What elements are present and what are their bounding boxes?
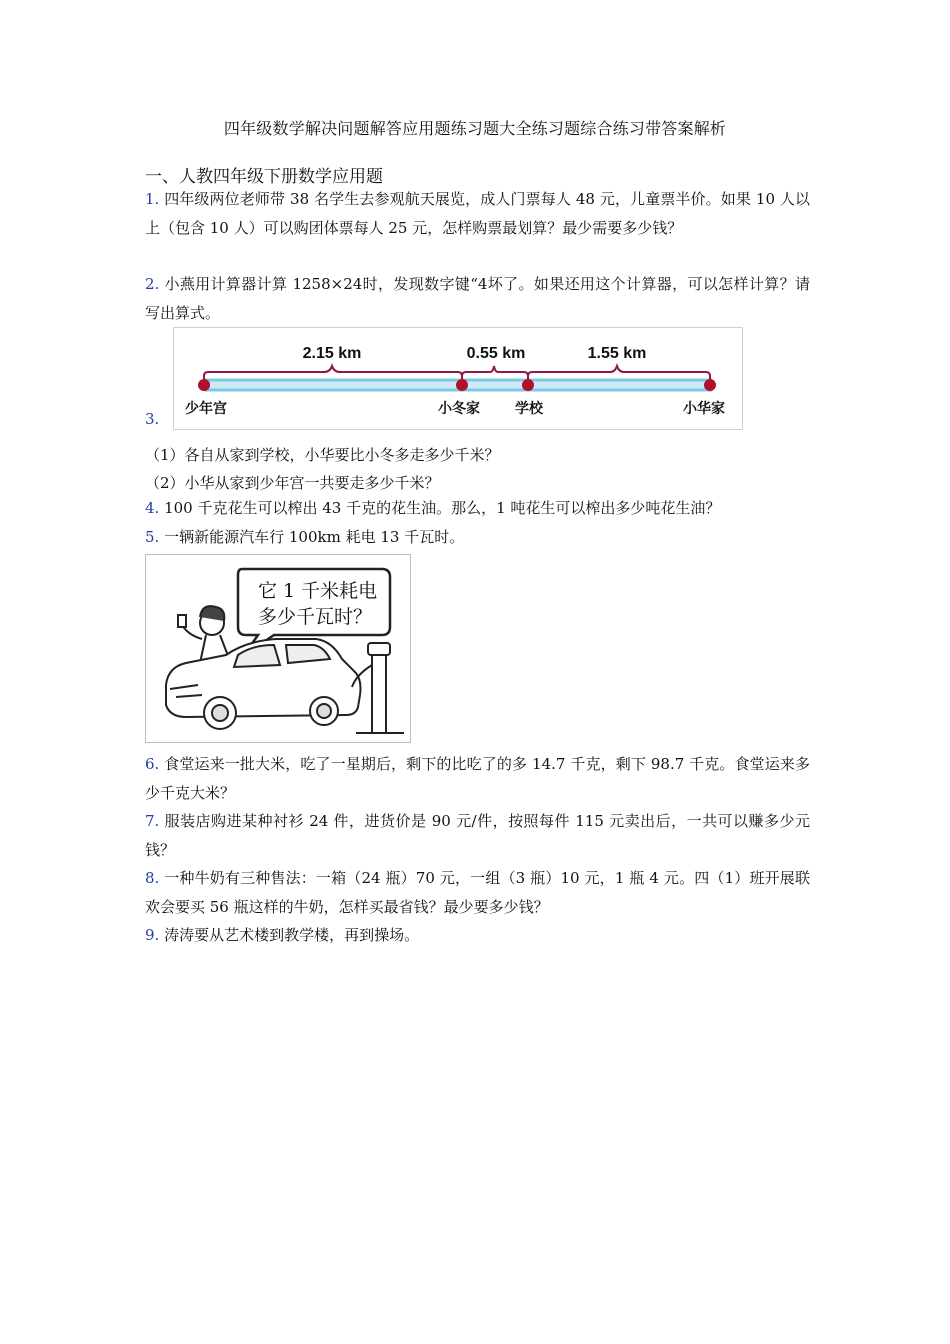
- question-number: 2.: [145, 275, 160, 293]
- person-drawing: [178, 606, 230, 663]
- page-title: 四年级数学解决问题解答应用题练习题大全练习题综合练习带答案解析: [223, 119, 727, 138]
- question-number: 7.: [145, 812, 160, 830]
- question-text: 食堂运来一批大米，吃了一星期后，剩下的比吃了的多 14.7 千克，剩下 98.7 千克。食堂运来多少千克大米？: [145, 755, 811, 802]
- question-text: 一辆新能源汽车行 100km 耗电 13 千瓦时。: [164, 528, 465, 546]
- place-label: 小冬家: [438, 401, 480, 417]
- place-label: 小华家: [683, 401, 725, 417]
- question-3-part-2: （2）小华从家到少年宫一共要走多少千米？: [145, 474, 440, 492]
- question-text: 服装店购进某种衬衫 24 件，进货价是 90 元/件，按照每件 115 元卖出后，一共可以赚多少元钱？: [145, 812, 810, 859]
- question-8: [145, 864, 810, 921]
- question-9: [145, 921, 810, 950]
- car-drawing: [166, 639, 361, 729]
- question-text: 100 千克花生可以榨出 43 千克的花生油。那么，1 吨花生可以榨出多少吨花生油？: [164, 499, 721, 517]
- place-label: 少年宫: [185, 401, 227, 417]
- question-text: 一种牛奶有三种售法：一箱（24 瓶）70 元，一组（3 瓶）10 元，1 瓶 4 元。四（1）班开展联欢会要买 56 瓶这样的牛奶，怎样买最省钱？最少要多少钱？: [145, 869, 810, 916]
- place-label: 学校: [515, 401, 543, 417]
- question-1: [145, 185, 810, 242]
- distance-label: 1.55 km: [587, 345, 647, 362]
- route-distance-figure: [173, 327, 743, 430]
- dot-shaoniangong: [198, 379, 210, 391]
- question-3-number: 3.: [145, 410, 160, 428]
- dot-xiaohua-home: [704, 379, 716, 391]
- distance-label: 2.15 km: [302, 345, 362, 362]
- question-3-part-1: （1）各自从家到学校，小华要比小冬多走多少千米？: [145, 446, 500, 464]
- section-heading: 一、人教四年级下册数学应用题: [145, 167, 383, 187]
- question-6: [145, 750, 810, 807]
- car-cartoon-figure: [145, 554, 411, 743]
- question-text: 涛涛要从艺术楼到教学楼，再到操场。: [164, 926, 420, 944]
- distance-label: 0.55 km: [466, 345, 526, 362]
- car-illustration: [146, 555, 410, 742]
- speech-line-2: 多少千瓦时？: [258, 606, 373, 628]
- question-text: 小燕用计算器计算 1258×24时，发现数字键“4坏了。如果还用这个计算器，可以怎样计算？请写出算式。: [145, 275, 810, 322]
- question-number: 8.: [145, 869, 160, 887]
- dot-school: [522, 379, 534, 391]
- question-number: 9.: [145, 926, 160, 944]
- question-2: [145, 270, 810, 327]
- speech-line-1: 它 1 千米耗电: [258, 580, 378, 602]
- question-5: [145, 523, 810, 552]
- question-text: 四年级两位老师带 38 名学生去参观航天展览，成人门票每人 48 元，儿童票半价。如果 10 人以上（包含 10 人）可以购团体票每人 25 元，怎样购票最划算？最少需要多少钱？: [145, 190, 810, 237]
- question-4: [145, 494, 810, 523]
- question-7: [145, 807, 810, 864]
- question-number: 4.: [145, 499, 160, 517]
- question-number: 1.: [145, 190, 160, 208]
- route-diagram: [174, 328, 742, 429]
- dot-xiaodong-home: [456, 379, 468, 391]
- question-number: 5.: [145, 528, 160, 546]
- question-number: 6.: [145, 755, 160, 773]
